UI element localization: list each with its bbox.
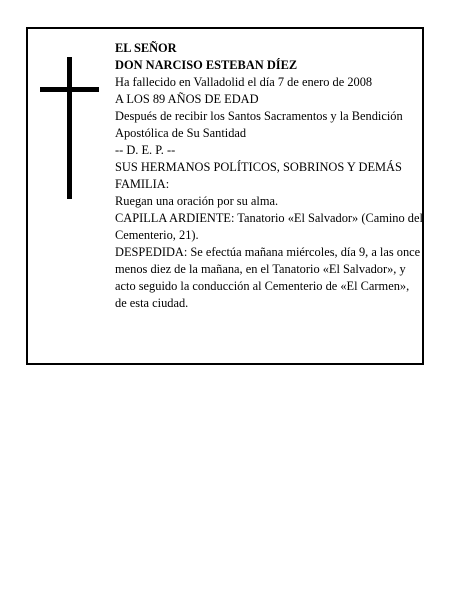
- family-line: SUS HERMANOS POLÍTICOS, SOBRINOS Y DEMÁS FAMILIA:: [115, 160, 402, 191]
- rip-line: -- D. E. P. --: [115, 143, 176, 157]
- deceased-name: DON NARCISO ESTEBAN DÍEZ: [115, 58, 298, 72]
- sacraments-line: Después de recibir los Santos Sacramentos y la Bendición Apostólica de Su Santidad: [115, 109, 403, 140]
- death-info: Ha fallecido en Valladolid el día 7 de enero de 2008: [115, 75, 373, 89]
- cross-vertical-bar: [67, 57, 72, 199]
- obituary-notice: [26, 27, 424, 365]
- title-line: EL SEÑOR: [115, 41, 177, 55]
- prayer-line: Ruegan una oración por su alma.: [115, 194, 279, 208]
- cross-horizontal-bar: [40, 87, 99, 92]
- chapel-line: CAPILLA ARDIENTE: Tanatorio «El Salvador» (Camino del Cementerio, 21).: [115, 211, 423, 242]
- farewell-line: DESPEDIDA: Se efectúa mañana miércoles, día 9, a las once menos diez de la mañana, en el Tanatorio «El Salvador», y acto seguido la conducción al Cementerio de «El Carmen», de esta ciudad.: [115, 245, 421, 310]
- notice-text: [115, 40, 423, 312]
- age-line: A LOS 89 AÑOS DE EDAD: [115, 92, 259, 106]
